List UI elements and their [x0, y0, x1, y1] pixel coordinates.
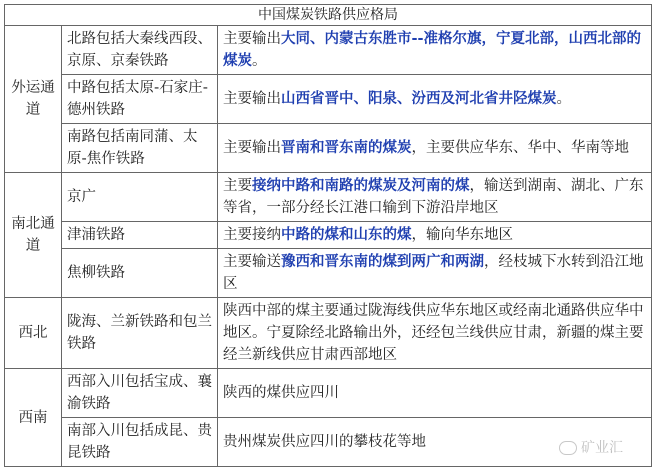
table-title: 中国煤炭铁路供应格局: [5, 5, 652, 26]
desc-text: ，经枝城下水转到沿江地区: [223, 254, 644, 292]
desc-cell: [218, 75, 652, 124]
desc-cell: [218, 249, 652, 298]
desc-cell: [218, 173, 652, 222]
route-cell: 陇海、兰新铁路和包兰铁路: [62, 298, 218, 369]
desc-text: 主要输出: [223, 140, 281, 156]
watermark-text: 矿业汇: [581, 440, 623, 456]
desc-text: 贵州煤炭供应四川的攀枝花等地: [223, 434, 426, 450]
highlight-text: 大同、内蒙古东胜市--准格尔旗，宁夏北部，山西北部的煤炭: [223, 31, 642, 69]
desc-cell: [218, 124, 652, 173]
route-cell: 京广: [62, 173, 218, 222]
region-nanbei: 南北通道: [5, 173, 62, 298]
desc-text: ，输向华东地区: [411, 227, 513, 243]
highlight-text: 接纳中路和南路的煤炭及河南的煤: [252, 178, 470, 194]
desc-text: 陕西中部的煤主要通过陇海线供应华东地区或经南北通路供应华中地区。宁夏除经北路输出外，还经包兰线供应甘肃，新疆的煤主要经兰新线供应甘肃西部地区: [223, 303, 644, 363]
desc-text: 主要输送: [223, 254, 281, 270]
region-xinan: 西南: [5, 369, 62, 467]
coal-railway-table: [4, 4, 652, 467]
route-cell: 南路包括南同蒲、太原-焦作铁路: [62, 124, 218, 173]
highlight-text: 山西省晋中、阳泉、汾西及河北省井陉煤炭: [281, 91, 557, 107]
region-xibei: 西北: [5, 298, 62, 369]
desc-text: ，输送到湖南、湖北、广东等省，一部分经长江港口输到下游沿岸地区: [223, 178, 644, 216]
highlight-text: 晋南和晋东南的煤炭: [281, 140, 412, 156]
desc-text: 主要: [223, 178, 252, 194]
desc-text: 主要接纳: [223, 227, 281, 243]
desc-cell: [218, 222, 652, 249]
desc-cell: [218, 298, 652, 369]
desc-text: 。: [556, 91, 571, 107]
desc-cell: [218, 26, 652, 75]
desc-text: 主要输出: [223, 31, 281, 47]
desc-text: 陕西的煤供应四川: [223, 385, 339, 401]
highlight-text: 豫西和晋东南的煤到两广和两湖: [281, 254, 484, 270]
route-cell: 中路包括太原-石家庄-德州铁路: [62, 75, 218, 124]
desc-text: 主要输出: [223, 91, 281, 107]
desc-text: ，主要供应华东、华中、华南等地: [411, 140, 629, 156]
region-waiyun: 外运通道: [5, 26, 62, 173]
watermark: [559, 437, 623, 457]
desc-text: 。: [252, 53, 267, 69]
highlight-text: 中路的煤和山东的煤: [281, 227, 412, 243]
route-cell: 津浦铁路: [62, 222, 218, 249]
desc-cell: [218, 369, 652, 418]
route-cell: 南部入川包括成昆、贵昆铁路: [62, 418, 218, 467]
wechat-icon: [559, 441, 577, 455]
route-cell: 北路包括大秦线西段、京原、京秦铁路: [62, 26, 218, 75]
route-cell: 西部入川包括宝成、襄渝铁路: [62, 369, 218, 418]
route-cell: 焦柳铁路: [62, 249, 218, 298]
